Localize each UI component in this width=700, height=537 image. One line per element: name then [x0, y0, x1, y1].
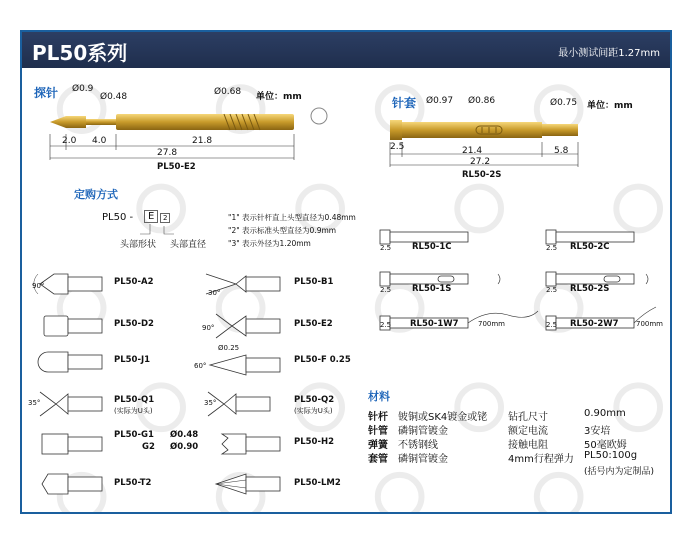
sleeve-2w7-label: RL50-2W7 — [570, 319, 619, 329]
mat-val-1: 铍铜或SK4镀金或铑 — [398, 412, 488, 423]
tip-a2-drawing — [34, 268, 104, 300]
sleeve-1w7-wire: 700mm — [478, 320, 505, 328]
tip-h2-label: PL50-H2 — [294, 437, 335, 447]
tip-d2-label: PL50-D2 — [114, 319, 154, 329]
order-prefix: PL50 - — [102, 212, 134, 223]
tip-d2-drawing — [34, 310, 104, 342]
probe-len-a: 4.0 — [92, 136, 107, 146]
probe-len-tip: 2.0 — [62, 136, 77, 146]
sleeve-1s-dim: 2.5 — [380, 286, 392, 294]
spec-val-4: PL50:100g — [584, 450, 638, 461]
tip-g1-label: PL50-G1 — [114, 430, 154, 440]
sleeve-d2: Ø0.86 — [468, 96, 496, 106]
spec-key-4: 4mm行程弹力 — [508, 454, 574, 465]
order-section-title: 定购方式 — [74, 188, 118, 201]
spec-footnote: (括号内为定制品) — [584, 467, 655, 477]
sleeve-d1: Ø0.97 — [426, 96, 454, 106]
page-title: PL50系列 — [32, 41, 128, 65]
order-code-shape: E — [144, 210, 158, 223]
tip-a2-label: PL50-A2 — [114, 277, 154, 287]
sleeve-1c-dim: 2.5 — [380, 244, 392, 252]
tip-g2-label: G2 — [142, 442, 155, 452]
order-code-dia: 2 — [160, 213, 170, 223]
mat-key-4: 套管 — [368, 454, 388, 465]
spec-key-3: 接触电阻 — [508, 440, 548, 451]
tip-f-angle: 60° — [194, 362, 207, 370]
mat-key-1: 针杆 — [368, 412, 388, 423]
spec-sheet — [20, 30, 672, 514]
sleeve-len-total: 27.2 — [470, 157, 491, 167]
mat-val-2: 磷铜管镀金 — [398, 426, 448, 437]
probe-d3: Ø0.68 — [214, 87, 242, 97]
mat-key-2: 针管 — [368, 426, 388, 437]
tip-q1-note: (实际为U头) — [114, 407, 153, 415]
spec-val-2: 3安培 — [584, 426, 611, 437]
sleeve-unit: 单位：mm — [587, 101, 633, 111]
tip-j1-label: PL50-J1 — [114, 355, 151, 365]
tip-a2-angle: 90° — [32, 282, 45, 290]
sleeve-len-a: 2.5 — [390, 142, 405, 152]
sleeve-variants-drawing — [378, 224, 658, 334]
sleeve-2s-label: RL50-2S — [570, 284, 610, 294]
spec-val-1: 0.90mm — [584, 408, 626, 419]
tip-t2-drawing — [34, 468, 104, 500]
tip-j1-drawing — [34, 348, 104, 376]
sleeve-1s-label: RL50-1S — [412, 284, 452, 294]
mat-val-4: 磷铜管镀金 — [398, 454, 448, 465]
tip-e2-label: PL50-E2 — [294, 319, 333, 329]
tip-b1-label: PL50-B1 — [294, 277, 334, 287]
sleeve-2w7-wire: 700mm — [636, 320, 663, 328]
mat-val-3: 不锈钢线 — [398, 440, 438, 451]
probe-d1: Ø0.9 — [72, 84, 94, 94]
tip-h2-drawing — [202, 428, 282, 460]
tip-g2-dia: Ø0.90 — [170, 442, 199, 452]
probe-section-title: 探针 — [34, 86, 59, 100]
spec-key-2: 额定电流 — [508, 426, 548, 437]
tip-q2-label: PL50-Q2 — [294, 395, 335, 405]
tip-q1-label: PL50-Q1 — [114, 395, 155, 405]
sleeve-len-b: 21.4 — [462, 146, 483, 156]
sleeve-section-title: 针套 — [392, 96, 417, 110]
materials-title: 材料 — [368, 390, 390, 403]
order-note-1: "1" 表示针杆直上头型直径为0.48mm — [228, 213, 356, 222]
probe-drawing — [44, 100, 314, 170]
min-pitch-note: 最小测试间距1.27mm — [558, 48, 660, 59]
order-note-3: "3" 表示外径为1.20mm — [228, 239, 311, 248]
tip-f-label: PL50-F 0.25 — [294, 355, 351, 365]
probe-len-total: 27.8 — [157, 148, 178, 158]
spec-val-3: 50毫欧姆 — [584, 440, 627, 451]
sleeve-2w7-dim: 2.5 — [546, 321, 558, 329]
tip-e2-angle: 90° — [202, 324, 215, 332]
sleeve-len-c: 5.8 — [554, 146, 569, 156]
sleeve-2c-dim: 2.5 — [546, 244, 558, 252]
tip-lm2-drawing — [202, 468, 282, 500]
probe-model: PL50-E2 — [157, 162, 196, 172]
probe-end-view — [310, 107, 328, 125]
order-caption-dia: 头部直径 — [170, 240, 207, 250]
tip-t2-label: PL50-T2 — [114, 478, 152, 488]
tip-g1-dia: Ø0.48 — [170, 430, 199, 440]
sleeve-1w7-label: RL50-1W7 — [410, 319, 459, 329]
tip-b1-angle: 30° — [208, 289, 221, 297]
tip-q1-drawing — [34, 388, 104, 420]
sleeve-model: RL50-2S — [462, 170, 502, 180]
tip-q2-note: (实际为U头) — [294, 407, 333, 415]
sleeve-d3: Ø0.75 — [550, 98, 578, 108]
probe-len-b: 21.8 — [192, 136, 213, 146]
tip-q2-angle: 35° — [204, 399, 217, 407]
order-note-2: "2" 表示标准头型直径为0.9mm — [228, 226, 337, 235]
tip-f-drawing — [202, 350, 282, 380]
probe-d2: Ø0.48 — [100, 92, 128, 102]
tip-q1-angle: 35° — [28, 399, 41, 407]
tip-g-drawing — [34, 428, 104, 460]
tip-lm2-label: PL50-LM2 — [294, 478, 341, 488]
sleeve-2s-dim: 2.5 — [546, 286, 558, 294]
sleeve-1w7-dim: 2.5 — [380, 321, 392, 329]
sleeve-2c-label: RL50-2C — [570, 242, 610, 252]
order-caption-shape: 头部形状 — [120, 240, 157, 250]
header-bar — [22, 32, 670, 68]
sleeve-1c-label: RL50-1C — [412, 242, 452, 252]
spec-key-1: 钻孔尺寸 — [508, 412, 548, 423]
probe-unit: 单位：mm — [256, 92, 302, 102]
mat-key-3: 弹簧 — [368, 440, 388, 451]
tip-f-dia: Ø0.25 — [218, 344, 240, 352]
